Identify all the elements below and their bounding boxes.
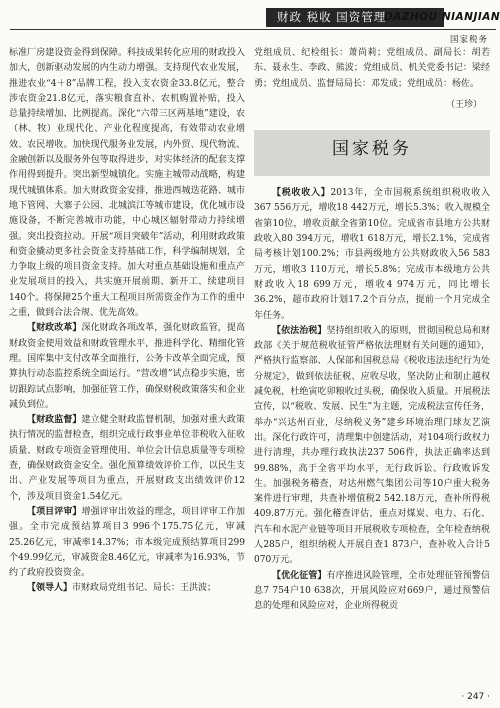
- finance-reform-tag: 【财政改革】: [27, 323, 82, 334]
- tax-revenue-text: 2013年，全市国税系统组织税收收入367 556万元，增收18 442万元，增长5.3%；收入规模全省第10位，增收贡献全省第10位。完成省市县地方公共财政收入80 394万元，增收1 618万元，增长2.1%，完成省局考核计划100.2%；市县两级地方公共财政收入56 583万元，增收3 110万元，增长5.8%；完成市本级地方公共财政收入18 699万元，增收4 974万元，同比增长36.2%，超市政府计划17.2个百分点，提前一个月完成全年任务。: [254, 188, 490, 321]
- tax-revenue-tag: 【税收收入】: [272, 188, 331, 199]
- finance-supervision-tag: 【财政监督】: [27, 415, 82, 426]
- project-review-text: 增强评审出效益的理念，项目评审工作加强。全市完成预结算项目3 996个175.75亿元，审减25.26亿元，审减率14.37%；市本级完成预结算项目299个49.99亿元，审减资金8.46亿元，审减率为16.93%，节约了政府投资资金。: [9, 506, 245, 579]
- header-title-en: DAZHOU NIANJIAN: [384, 11, 500, 23]
- page-number: · 247 ·: [461, 692, 490, 702]
- right-column: [254, 46, 490, 615]
- project-review-tag: 【项目评审】: [27, 506, 82, 517]
- section-header-box: [254, 130, 490, 176]
- author-credit: （王珍）: [445, 99, 482, 110]
- finance-reform-paragraph: [9, 321, 245, 413]
- leaders-tag: 【领导人】: [27, 583, 73, 594]
- lawful-taxation-text: 坚持组织收入的原则，贯彻国税总局和财政部《关于规范税收征管严格依法理财有关问题的通知》，严格执行监察部、人保部和国税总局《税收违法违纪行为处分规定》，做到依法征税、应收尽收，坚决防止和制止越权减免税，杜绝寅吃卯粮收过头税，确保收入质量。开展税法宣传，以“税收、发展、民生”为主题，完成税法宣传任务，举办“兴达州百业，尽纳税义务”建乡环境治理门球友艺演出。深化行政许可，清理集中创建活动，对104项行政权力进行清理，共办理行政执法237 506件，执法正确率达到99.88%，高于全省平均水平，无行政诉讼、行政败诉发生。加强税务稽查，对达州燃气集团公司等10户重大税务案件进行审理，共查补增值税2 542.18万元，查补所得税409.87万元。强化稽查评估，重点对煤炭、电力、石化、汽车和水泥产业链等项目开展税收专项检查，全年检查纳税人285户，组织纳税人开展自查1 873户，查补收入合计5 070万元。: [254, 325, 490, 566]
- header-rule: [10, 29, 496, 30]
- lawful-taxation-paragraph: [254, 324, 490, 569]
- finance-supervision-text: 建立健全财政监督机制，加强对重大政策执行情况的监督检查，组织完成行政事业单位非税收入征收质量、财政专项资金管理使用、单位会计信息质量等专项检查，确保财政资金安全。强化预算绩效评价工作，以民生支出、产业发展等项目为重点，开展财政支出绩效评价12个，涉及项目资金1.54亿元。: [9, 415, 245, 502]
- leaders-text: 市财政局党组书记、局长：王洪波；: [72, 583, 217, 594]
- finance-supervision-paragraph: [9, 413, 245, 505]
- finance-reform-text: 深化财政各项改革，强化财政监管，提高财政资金使用效益和财政管理水平，推进科学化、精细化管理。国库集中支付改革全面推行，公务卡改革全面完成，预算执行动态监控系统全面运行。“营改增”试点稳步实施，密切跟踪试点影响，加强征管工作，确保财税政策落实和企业减负到位。: [9, 323, 245, 410]
- header-title: 财政 税收 国资管理: [277, 10, 387, 24]
- header-section-label: 国家税务: [449, 35, 488, 45]
- collection-optimization-tag: 【优化征管】: [272, 570, 327, 581]
- collection-optimization-paragraph: [254, 569, 490, 615]
- leaders-paragraph: [9, 581, 245, 596]
- project-review-paragraph: [9, 505, 245, 581]
- collection-optimization-text: 有序推进风险管理，全市处理征管预警信息7 754户10 638次，开展风险应对669户，通过预警信息的处理和风险应对，企业所得税贡: [254, 570, 490, 612]
- tax-revenue-paragraph: [254, 186, 490, 324]
- leaders-continued: 党组成员、纪检组长：萧尚莉；党组成员、副局长：胡若东、聂永生、李政、熊波；党组成员、机关党委书记：梁经勇；党组成员、监督局局长：邓发成；党组成员：杨佐。: [254, 48, 490, 89]
- section-title: 国家税务: [332, 139, 412, 160]
- lawful-taxation-tag: 【依法治税】: [272, 325, 327, 336]
- left-paragraph-1: 标准厂房建设资金得到保障。科技成果转化应用的财政投入加大，创新驱动发展的内生动力增强。支持现代农业发展，推进农业“4＋8”品牌工程，投入支农资金33.8亿元，整合涉农资金21.8亿元，落实粮食直补、农机购置补贴，投入总量持续增加、比例提高。深化“六带三区两基地”建设，农（林、牧）业现代化、产业化程度提高，有效带动农业增效、农民增收。加快现代服务业发展，内外贸、现代物流、金融创新以及服务外包等取得进步，对实体经济的配套支撑作用得到提升。突出新型城镇化。实施主城带动战略，构建现代城镇体系。加大财政资金安排，推进西城迭花路、城市地下管网、大寨子公园、北城滨江等城市建设，优化城市设施设备，不断完善城市功能，中心城区辐射带动力持续增强。突出投资拉动。开展“项目突破年”活动，利用财政政策和资金撬动更多社会资金支持基础工作，科学编制规划，全力争取上级的项目资金支持。加大对重点基础设施和重点产业发展项目的投入，共实施开展前期、新开工、续建项目140个。将保障25个重大工程项目所需资金作为工作的重中之重，做到合法合规、优先高效。: [9, 48, 245, 319]
- left-column: [9, 46, 245, 597]
